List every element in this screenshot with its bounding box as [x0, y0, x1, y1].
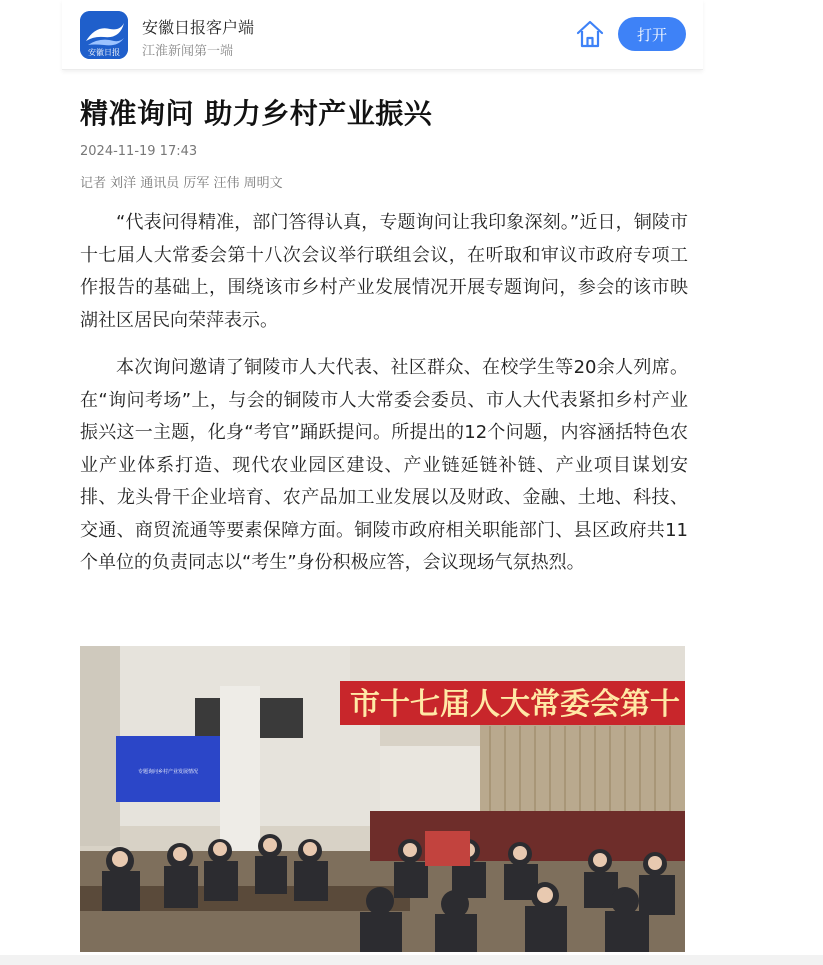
article-photo[interactable]	[80, 646, 685, 952]
svg-text:安徽日报: 安徽日报	[88, 48, 120, 57]
app-download-bar	[62, 0, 703, 70]
publish-time: 2024-11-19 17:43	[80, 144, 198, 159]
home-icon	[575, 19, 605, 49]
bottom-divider	[0, 955, 823, 965]
app-logo[interactable]	[80, 11, 128, 59]
screen-text: 专题询问乡村产业发展情况	[137, 769, 199, 775]
banner-text: 市十七届人大常委会第十	[350, 687, 680, 722]
open-app-button[interactable]: 打开	[618, 17, 686, 51]
meeting-photo-illustration	[80, 646, 685, 952]
article-paragraph: “代表问得精准，部门答得认真，专题询问让我印象深刻。”近日，铜陵市十七届人大常委会第十八次会议举行联组会议，在听取和审议市政府专项工作报告的基础上，围绕该市乡村产业发展情况开展专题询问，参会的该市映湖社区居民向荣萍表示。	[80, 212, 688, 331]
home-button[interactable]	[575, 19, 605, 49]
app-name: 安徽日报客户端	[142, 18, 255, 37]
article-byline: 记者 刘洋 通讯员 厉军 汪伟 周明文	[80, 176, 283, 191]
app-slogan: 江淮新闻第一端	[142, 44, 234, 59]
article-title: 精准询问 助力乡村产业振兴	[80, 97, 433, 130]
article-paragraph: 本次询问邀请了铜陵市人大代表、社区群众、在校学生等20余人列席。在“询问考场”上，与会的铜陵市人大常委会委员、市人大代表紧扣乡村产业振兴这一主题，化身“考官”踊跃提问。所提出的12个问题，内容涵括特色农业产业体系打造、现代农业园区建设、产业链延链补链、产业项目谋划安排、龙头骨干企业培育、农产品加工业发展以及财政、金融、土地、科技、交通、商贸流通等要素保障方面。铜陵市政府相关职能部门、县区政府共11个单位的负责同志以“考生”身份积极应答，会议现场气氛热烈。	[80, 357, 688, 573]
app-logo-icon	[80, 11, 128, 59]
